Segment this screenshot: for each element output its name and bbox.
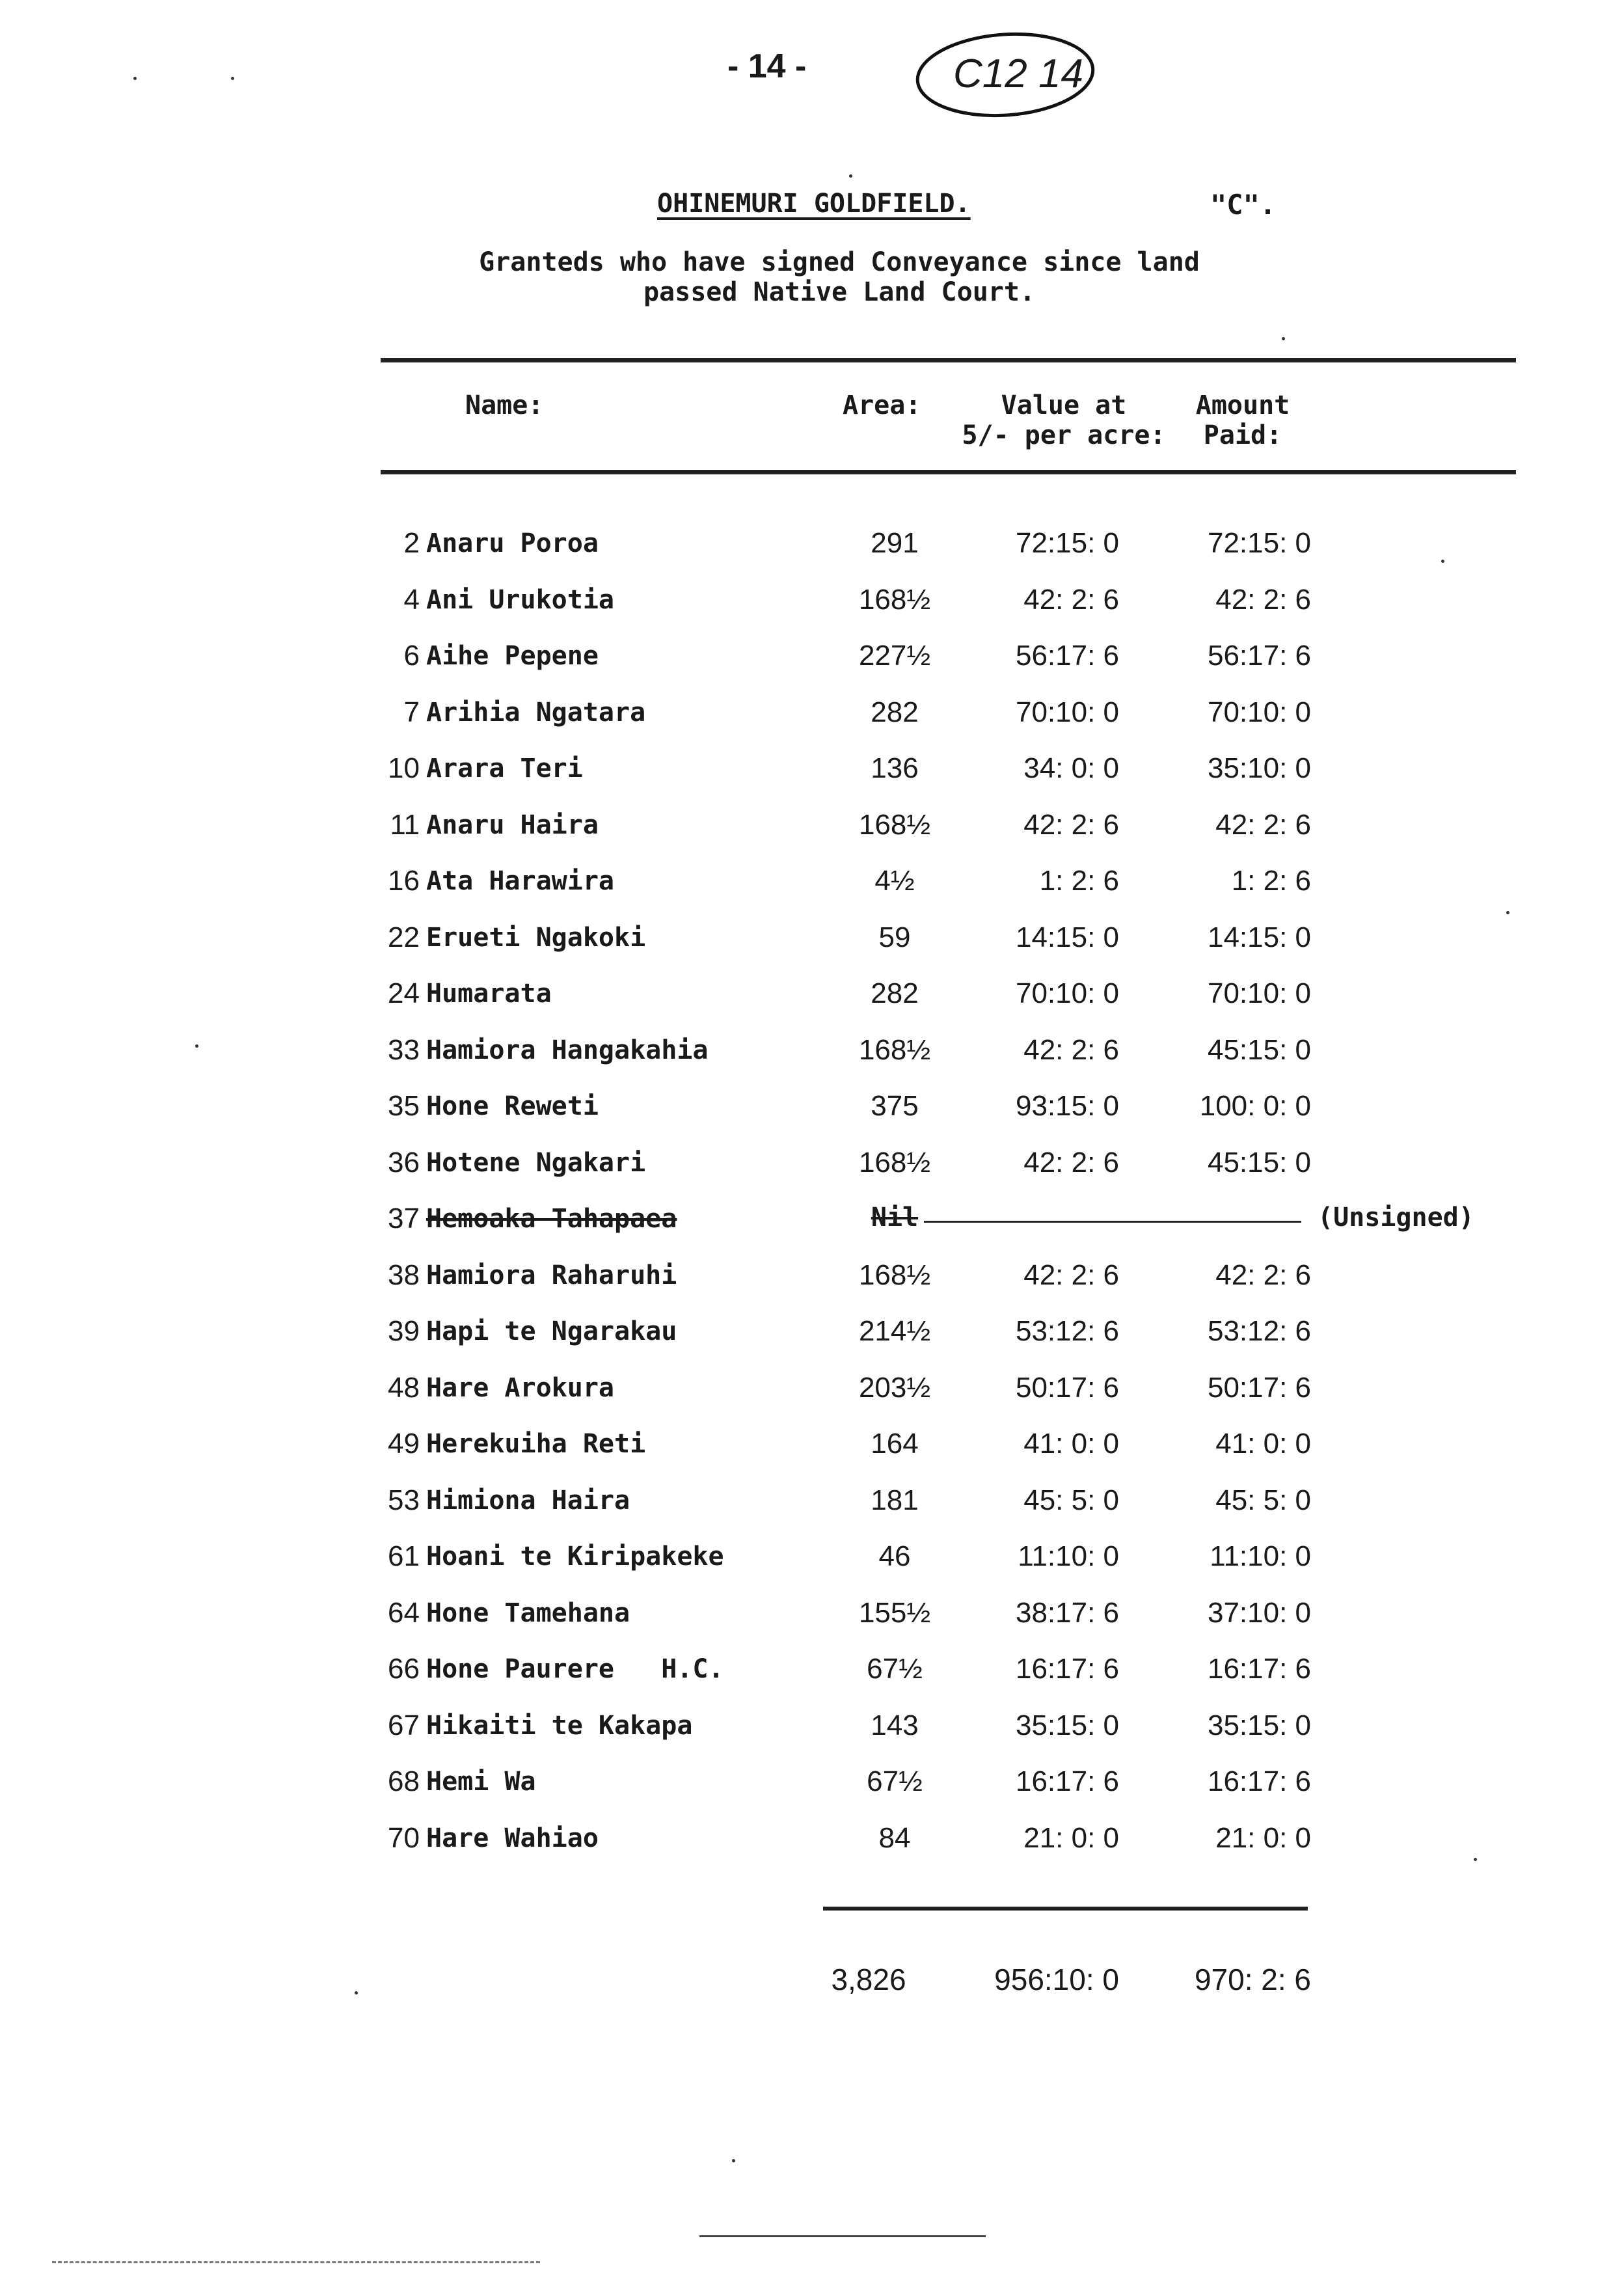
grantee-name: Arara Teri bbox=[426, 754, 583, 783]
row-value: 14:15: 0 bbox=[1015, 921, 1119, 953]
row-area: 168½ bbox=[858, 584, 931, 616]
total-value: 956:10: 0 bbox=[994, 1963, 1119, 1996]
document-title: OHINEMURI GOLDFIELD. bbox=[657, 189, 971, 219]
grantee-name: Hemi Wa bbox=[426, 1767, 536, 1797]
grantee-name: Hone Reweti bbox=[426, 1091, 599, 1121]
row-value: 42: 2: 6 bbox=[1023, 809, 1119, 841]
grantee-name: Anaru Poroa bbox=[426, 528, 599, 558]
row-value: 38:17: 6 bbox=[1015, 1597, 1119, 1629]
scan-speck bbox=[355, 1991, 358, 1994]
row-area: 282 bbox=[871, 696, 919, 728]
scan-speck bbox=[1506, 911, 1509, 914]
row-number: 48 bbox=[388, 1372, 420, 1404]
column-header-value-line-1: Value at bbox=[1001, 390, 1127, 420]
grantee-name: Hamiora Hangakahia bbox=[426, 1035, 709, 1065]
grantee-name: Hoani te Kiripakeke bbox=[426, 1542, 724, 1572]
scan-speck bbox=[849, 174, 852, 178]
row-amount-paid: 35:10: 0 bbox=[1207, 752, 1311, 784]
grantee-name: Hone Tamehana bbox=[426, 1598, 630, 1628]
row-number: 22 bbox=[388, 921, 420, 953]
row-amount-paid: 42: 2: 6 bbox=[1215, 584, 1311, 616]
row-area: 164 bbox=[871, 1428, 919, 1460]
row-amount-paid: 45:15: 0 bbox=[1207, 1034, 1311, 1066]
row-value: 34: 0: 0 bbox=[1023, 752, 1119, 784]
grantee-name: Ata Harawira bbox=[426, 866, 614, 896]
row-value: 53:12: 6 bbox=[1015, 1315, 1119, 1347]
row-area: 168½ bbox=[858, 1147, 931, 1178]
row-value: 70:10: 0 bbox=[1015, 977, 1119, 1009]
row-number: 33 bbox=[388, 1034, 420, 1066]
row-value: 42: 2: 6 bbox=[1023, 1259, 1119, 1291]
row-number: 7 bbox=[403, 696, 420, 728]
row-number: 67 bbox=[388, 1709, 420, 1741]
row-number: 66 bbox=[388, 1653, 420, 1685]
row-number: 6 bbox=[403, 640, 420, 672]
row-value: 56:17: 6 bbox=[1015, 640, 1119, 672]
row-area: 136 bbox=[871, 752, 919, 784]
grantee-name: Hare Arokura bbox=[426, 1373, 614, 1403]
row-value: 11:10: 0 bbox=[1018, 1540, 1119, 1572]
scan-speck bbox=[1474, 1858, 1477, 1861]
grantee-name: Hotene Ngakari bbox=[426, 1148, 646, 1178]
row-number: 53 bbox=[388, 1484, 420, 1516]
row-number: 4 bbox=[403, 584, 420, 616]
row-area: 375 bbox=[871, 1090, 919, 1122]
nil-entry-line bbox=[924, 1221, 1301, 1223]
row-value: 16:17: 6 bbox=[1015, 1653, 1119, 1685]
row-number: 16 bbox=[388, 865, 420, 897]
row-value: 72:15: 0 bbox=[1015, 527, 1119, 559]
scan-speck bbox=[732, 2159, 735, 2162]
row-number: 35 bbox=[388, 1090, 420, 1122]
grantee-name: Anaru Haira bbox=[426, 810, 599, 840]
footer-scan-dashes bbox=[52, 2261, 540, 2263]
row-value: 42: 2: 6 bbox=[1023, 1147, 1119, 1178]
row-area: 59 bbox=[878, 921, 911, 953]
row-number: 68 bbox=[388, 1765, 420, 1797]
row-amount-paid: 50:17: 6 bbox=[1207, 1372, 1311, 1404]
grantee-name: Hone Paurere H.C. bbox=[426, 1654, 724, 1684]
column-header-paid-line-1: Amount bbox=[1195, 390, 1290, 420]
row-amount-paid: 45: 5: 0 bbox=[1215, 1484, 1311, 1516]
row-number: 38 bbox=[388, 1259, 420, 1291]
row-value: 16:17: 6 bbox=[1015, 1765, 1119, 1797]
scan-speck bbox=[195, 1044, 198, 1048]
column-header-value-line-2: 5/- per acre: bbox=[962, 420, 1166, 450]
row-amount-paid: 45:15: 0 bbox=[1207, 1147, 1311, 1178]
row-area: 203½ bbox=[858, 1372, 931, 1404]
grantee-name: Arihia Ngatara bbox=[426, 698, 646, 728]
grantee-name: Hikaiti te Kakapa bbox=[426, 1711, 693, 1741]
bottom-scan-line bbox=[699, 2235, 986, 2237]
row-number: 49 bbox=[388, 1428, 420, 1460]
row-amount-paid: 100: 0: 0 bbox=[1199, 1090, 1311, 1122]
row-amount-paid: 53:12: 6 bbox=[1207, 1315, 1311, 1347]
row-value: 45: 5: 0 bbox=[1023, 1484, 1119, 1516]
grantee-name: Aihe Pepene bbox=[426, 641, 599, 671]
subtitle-line-2: passed Native Land Court. bbox=[643, 277, 1036, 307]
row-area: 168½ bbox=[858, 809, 931, 841]
grantee-name: Himiona Haira bbox=[426, 1486, 630, 1516]
row-number: 64 bbox=[388, 1597, 420, 1629]
scan-speck bbox=[231, 77, 234, 80]
row-value: 21: 0: 0 bbox=[1023, 1822, 1119, 1854]
row-area: 155½ bbox=[858, 1597, 931, 1629]
scan-speck bbox=[1282, 337, 1285, 340]
row-value: 1: 2: 6 bbox=[1039, 865, 1119, 897]
grantee-name: Hemoaka Tahapaea bbox=[426, 1204, 677, 1234]
row-area: 4½ bbox=[874, 865, 915, 897]
row-area: 214½ bbox=[858, 1315, 931, 1347]
row-value: 42: 2: 6 bbox=[1023, 1034, 1119, 1066]
column-header-area: Area: bbox=[843, 390, 921, 420]
scan-speck bbox=[133, 77, 137, 80]
row-value: 70:10: 0 bbox=[1015, 696, 1119, 728]
column-header-paid-line-2: Paid: bbox=[1203, 420, 1282, 450]
row-number: 24 bbox=[388, 977, 420, 1009]
row-amount-paid: 41: 0: 0 bbox=[1215, 1428, 1311, 1460]
column-header-name: Name: bbox=[465, 390, 544, 420]
row-area: 84 bbox=[878, 1822, 911, 1854]
subtitle-line-1: Granteds who have signed Conveyance since land bbox=[479, 247, 1200, 277]
grantee-name: Hapi te Ngarakau bbox=[426, 1316, 677, 1346]
row-area: 291 bbox=[871, 527, 919, 559]
row-number: 37 bbox=[388, 1203, 420, 1234]
page-number: - 14 - bbox=[727, 48, 807, 85]
row-value: 41: 0: 0 bbox=[1023, 1428, 1119, 1460]
row-area: 181 bbox=[871, 1484, 919, 1516]
row-area: 46 bbox=[878, 1540, 911, 1572]
grantee-name: Hare Wahiao bbox=[426, 1823, 599, 1853]
grantee-name: Ani Urukotia bbox=[426, 585, 614, 615]
row-amount-paid: 16:17: 6 bbox=[1207, 1765, 1311, 1797]
grantee-name: Humarata bbox=[426, 979, 552, 1009]
row-number: 39 bbox=[388, 1315, 420, 1347]
row-area: 67½ bbox=[867, 1653, 923, 1685]
row-area: 168½ bbox=[858, 1259, 931, 1291]
row-amount-paid: 16:17: 6 bbox=[1207, 1653, 1311, 1685]
row-amount-paid: 21: 0: 0 bbox=[1215, 1822, 1311, 1854]
row-value: 35:15: 0 bbox=[1015, 1709, 1119, 1741]
row-amount-paid: 72:15: 0 bbox=[1207, 527, 1311, 559]
row-amount-paid: 70:10: 0 bbox=[1207, 696, 1311, 728]
row-area: 227½ bbox=[858, 640, 931, 672]
row-number: 61 bbox=[388, 1540, 420, 1572]
section-mark: "C". bbox=[1210, 189, 1277, 221]
reference-mark-text: C12 14 bbox=[953, 51, 1083, 96]
row-number: 10 bbox=[388, 752, 420, 784]
row-value: 93:15: 0 bbox=[1015, 1090, 1119, 1122]
grantee-name: Erueti Ngakoki bbox=[426, 923, 646, 953]
row-amount-paid: 42: 2: 6 bbox=[1215, 809, 1311, 841]
grantee-name: Herekuiha Reti bbox=[426, 1429, 646, 1459]
unsigned-note: (Unsigned) bbox=[1318, 1203, 1474, 1232]
row-area: 282 bbox=[871, 977, 919, 1009]
row-amount-paid: 42: 2: 6 bbox=[1215, 1259, 1311, 1291]
row-amount-paid: 1: 2: 6 bbox=[1231, 865, 1311, 897]
row-amount-paid: 37:10: 0 bbox=[1207, 1597, 1311, 1629]
row-number: 70 bbox=[388, 1822, 420, 1854]
row-area: 168½ bbox=[858, 1034, 931, 1066]
scan-speck bbox=[1441, 560, 1444, 563]
row-number: 2 bbox=[403, 527, 420, 559]
row-area: Nil bbox=[871, 1203, 919, 1232]
total-area: 3,826 bbox=[831, 1963, 906, 1996]
row-amount-paid: 14:15: 0 bbox=[1207, 921, 1311, 953]
row-amount-paid: 35:15: 0 bbox=[1207, 1709, 1311, 1741]
grantee-name: Hamiora Raharuhi bbox=[426, 1260, 677, 1290]
row-number: 36 bbox=[388, 1147, 420, 1178]
totals-rule bbox=[823, 1907, 1308, 1911]
row-amount-paid: 56:17: 6 bbox=[1207, 640, 1311, 672]
row-area: 143 bbox=[871, 1709, 919, 1741]
row-value: 42: 2: 6 bbox=[1023, 584, 1119, 616]
row-amount-paid: 70:10: 0 bbox=[1207, 977, 1311, 1009]
row-amount-paid: 11:10: 0 bbox=[1210, 1540, 1311, 1572]
row-number: 11 bbox=[390, 809, 420, 841]
row-area: 67½ bbox=[867, 1765, 923, 1797]
total-paid: 970: 2: 6 bbox=[1194, 1963, 1311, 1996]
row-value: 50:17: 6 bbox=[1015, 1372, 1119, 1404]
